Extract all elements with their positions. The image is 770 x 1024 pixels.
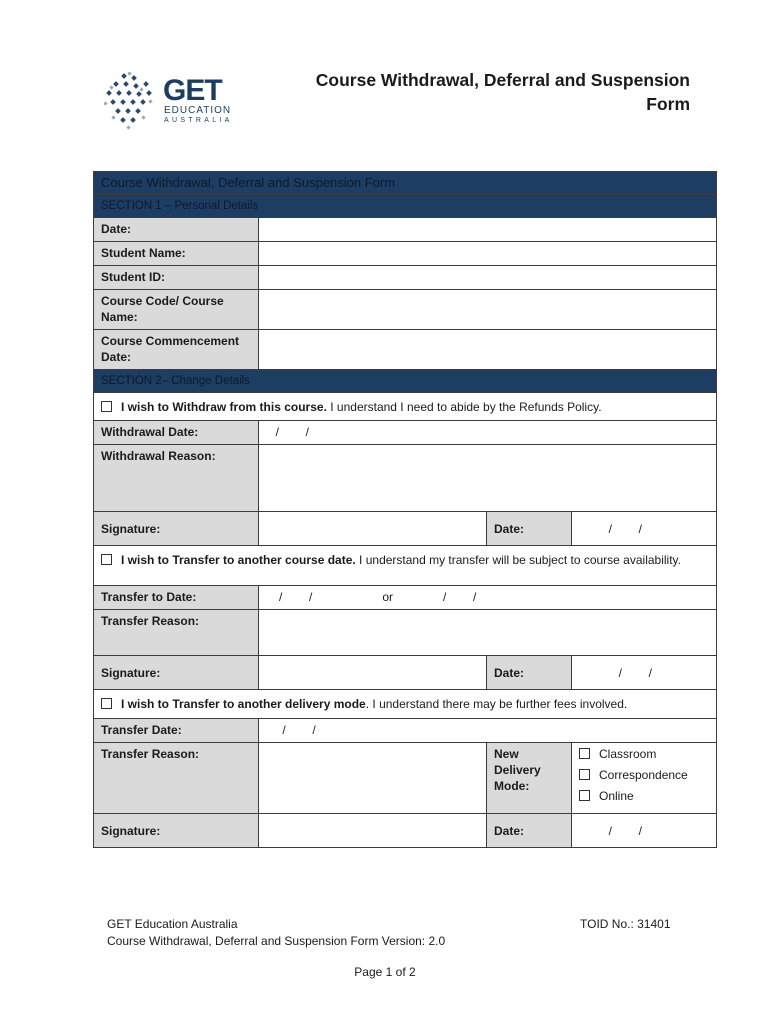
withdrawal-date-label: Withdrawal Date: (94, 421, 259, 445)
online-checkbox[interactable] (579, 790, 590, 801)
student-name-field[interactable] (259, 242, 717, 266)
transfer-reason-label: Transfer Reason: (94, 610, 259, 656)
mode-signature-label: Signature: (94, 814, 259, 848)
logo-line-australia: AUSTRALIA (164, 117, 233, 124)
date-field[interactable] (259, 218, 717, 242)
transfer-date-option-bold: I wish to Transfer to another course date. (121, 553, 356, 567)
form-header: Course Withdrawal, Deferral and Suspension Form (94, 172, 717, 195)
delivery-mode-options (572, 743, 717, 814)
withdraw-option[interactable] (94, 393, 717, 421)
withdraw-signature-field[interactable] (259, 512, 487, 546)
withdraw-option-text: I understand I need to abide by the Refunds Policy. (326, 400, 602, 414)
transfer-mode-option-text: . I understand there may be further fees involved. (365, 697, 628, 711)
mode-correspondence-label: Correspondence (599, 768, 688, 782)
mode-signature-field[interactable] (259, 814, 487, 848)
transfer-mode-option-bold: I wish to Transfer to another delivery mode (121, 697, 366, 711)
transfer-reason-field[interactable] (259, 610, 717, 656)
transfer-signature-label: Signature: (94, 656, 259, 690)
mode-option-correspondence[interactable] (579, 767, 709, 788)
transfer-date-label: Transfer Date: (94, 719, 259, 743)
transfer-sig-date-field[interactable]: / / (572, 656, 717, 690)
withdrawal-form-table (93, 171, 717, 848)
mode-online-label: Online (599, 789, 634, 803)
transfer-mode-option[interactable] (94, 690, 717, 719)
mode-option-online[interactable] (579, 788, 709, 809)
document-title-line2: Form (646, 94, 690, 114)
withdraw-checkbox[interactable] (101, 401, 112, 412)
transfer-mode-checkbox[interactable] (101, 698, 112, 709)
logo-brand: GET (163, 74, 222, 107)
withdrawal-date-field[interactable]: / / (259, 421, 717, 445)
withdraw-sig-date-label: Date: (487, 512, 572, 546)
commencement-date-field[interactable] (259, 330, 717, 370)
document-title-line1: Course Withdrawal, Deferral and Suspension (315, 70, 690, 90)
withdrawal-reason-label: Withdrawal Reason: (94, 445, 259, 512)
withdraw-option-bold: I wish to Withdraw from this course. (121, 400, 327, 414)
logo-line-education: EDUCATION (164, 105, 232, 116)
course-code-field[interactable] (259, 290, 717, 330)
footer-toid: TOID No.: 31401 (580, 917, 671, 931)
withdraw-sig-date-field[interactable]: / / (572, 512, 717, 546)
diamond-pattern-icon (104, 72, 160, 132)
mode-sig-date-label: Date: (487, 814, 572, 848)
withdrawal-reason-field[interactable] (259, 445, 717, 512)
student-id-field[interactable] (259, 266, 717, 290)
document-title (300, 68, 690, 116)
mode-transfer-reason-label: Transfer Reason: (94, 743, 259, 814)
student-id-label: Student ID: (94, 266, 259, 290)
withdraw-signature-label: Signature: (94, 512, 259, 546)
transfer-sig-date-label: Date: (487, 656, 572, 690)
transfer-date-field[interactable]: / / (259, 719, 717, 743)
student-name-label: Student Name: (94, 242, 259, 266)
footer-org: GET Education Australia (107, 917, 238, 931)
mode-classroom-label: Classroom (599, 747, 657, 761)
mode-option-classroom[interactable] (579, 746, 709, 767)
get-education-logo (104, 70, 244, 132)
transfer-signature-field[interactable] (259, 656, 487, 690)
correspondence-checkbox[interactable] (579, 769, 590, 780)
transfer-date-checkbox[interactable] (101, 554, 112, 565)
commencement-date-label: Course Commencement Date: (94, 330, 259, 370)
mode-sig-date-field[interactable]: / / (572, 814, 717, 848)
section1-heading: SECTION 1 – Personal Details (94, 195, 717, 218)
new-delivery-mode-label: New Delivery Mode: (487, 743, 572, 814)
footer-left (107, 916, 445, 950)
transfer-to-date-field[interactable]: / / or / / (259, 586, 717, 610)
transfer-date-option[interactable] (94, 546, 717, 586)
section2-heading: SECTION 2– Change Details (94, 370, 717, 393)
course-code-label: Course Code/ Course Name: (94, 290, 259, 330)
classroom-checkbox[interactable] (579, 748, 590, 759)
transfer-date-option-text: I understand my transfer will be subject to course availability. (355, 553, 681, 567)
page-number: Page 1 of 2 (354, 965, 416, 979)
transfer-to-date-label: Transfer to Date: (94, 586, 259, 610)
date-label: Date: (94, 218, 259, 242)
mode-transfer-reason-field[interactable] (259, 743, 487, 814)
footer-form-version: Course Withdrawal, Deferral and Suspension Form Version: 2.0 (107, 934, 446, 948)
